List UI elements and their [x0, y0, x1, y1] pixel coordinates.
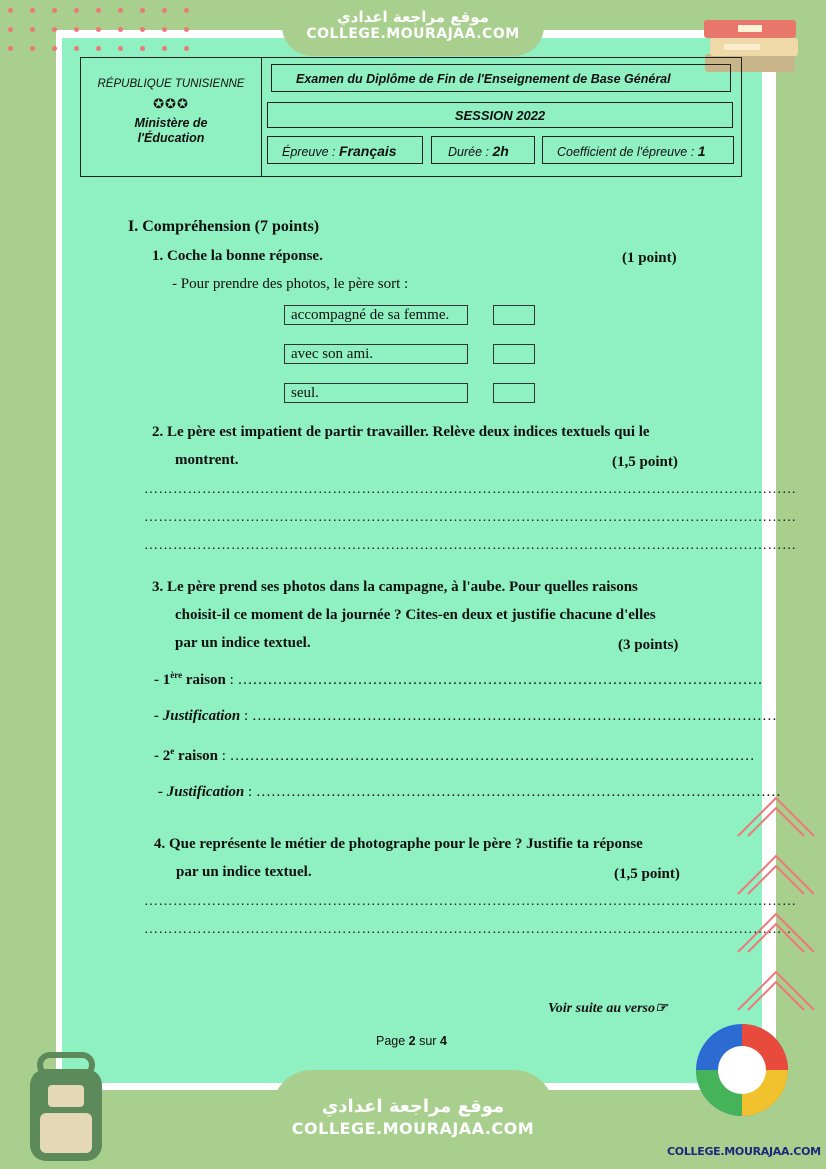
section-title: I. Compréhension (7 points) [128, 218, 320, 235]
duree-label: Durée : [448, 145, 489, 159]
q1-option-2: avec son ami. [284, 344, 468, 364]
q4-line2: par un indice textuel. [176, 864, 312, 880]
answer-line[interactable]: ……………………………………………………………………………………………………………………… [144, 510, 797, 525]
page-mid: sur [415, 1034, 440, 1048]
raison2-prefix: - 2 [154, 748, 171, 764]
q1-prompt: - Pour prendre des photos, le père sort : [172, 276, 409, 292]
answer-line[interactable]: : …………………………………………………………………………………………… [218, 748, 755, 764]
answer-line[interactable]: ……………………………………………………………………………………………………………………… [144, 894, 797, 909]
answer-line[interactable]: ……………………………………………………………………………………………………………………… [144, 922, 797, 937]
page-number [376, 1034, 447, 1048]
logo-url[interactable]: COLLEGE.MOURAJAA.COM [667, 1145, 821, 1158]
q3-line2: choisit-il ce moment de la journée ? Cites-en deux et justifie chacune d'elles [175, 607, 656, 623]
raison1-sup: ère [170, 670, 183, 680]
justification2-row[interactable] [158, 784, 781, 801]
page-current: 2 [408, 1034, 416, 1048]
watermark-banner-bottom [272, 1070, 554, 1169]
backpack-icon [18, 1055, 118, 1165]
republique-label: RÉPUBLIQUE TUNISIENNE [97, 78, 245, 90]
stars-emblem: ✪✪✪ [153, 96, 189, 111]
epreuve-label: Épreuve : [282, 145, 336, 159]
exam-header [80, 57, 742, 177]
site-logo [694, 1022, 790, 1118]
q1-option-1: accompagné de sa femme. [284, 305, 468, 325]
raison1-row[interactable] [154, 670, 763, 689]
q2-line1: 2. Le père est impatient de partir travailler. Relève deux indices textuels qui le [152, 424, 650, 440]
q4-line1: 4. Que représente le métier de photographe pour le père ? Justifie ta réponse [154, 836, 643, 852]
answer-line[interactable]: ……………………………………………………………………………………………………………………… [144, 538, 797, 553]
answer-line[interactable]: ……………………………………………………………………………………………………………………… [144, 482, 797, 497]
answer-line[interactable]: : …………………………………………………………………………………………… [240, 708, 777, 724]
coef-label: Coefficient de l'épreuve : [557, 145, 695, 159]
raison2-label: raison [174, 748, 219, 764]
watermark-arabic-bottom: موقع مراجعة اعدادي [321, 1096, 505, 1117]
watermark-banner-top [282, 0, 544, 56]
page-total: 4 [439, 1034, 447, 1048]
q4-points: (1,5 point) [614, 866, 680, 882]
q1-checkbox-1[interactable] [493, 305, 535, 325]
justification1-row[interactable] [154, 708, 777, 725]
exam-title: Examen du Diplôme de Fin de l'Enseignement de Base Général [271, 64, 731, 92]
watermark-url-bottom[interactable]: COLLEGE.MOURAJAA.COM [291, 1119, 535, 1138]
ministere-line2: l'Éducation [137, 131, 205, 145]
page-prefix: Page [376, 1034, 409, 1048]
chevron-up-icons [734, 790, 824, 1030]
q1-option-3: seul. [284, 383, 468, 403]
ministere-label [81, 116, 261, 146]
q1-checkbox-2[interactable] [493, 344, 535, 364]
q1-points: (1 point) [622, 250, 677, 266]
coef-field [542, 136, 734, 164]
watermark-arabic-top: موقع مراجعة اعدادي [337, 8, 489, 26]
epreuve-field [267, 136, 423, 164]
voir-suite-note: Voir suite au verso☞ [548, 1001, 668, 1016]
q2-line2: montrent. [175, 452, 239, 468]
justification2-label: - Justification [158, 784, 245, 800]
session-label: SESSION 2022 [267, 102, 733, 128]
answer-line[interactable]: : …………………………………………………………………………………………… [244, 784, 781, 800]
raison1-prefix: - 1 [154, 672, 171, 688]
q3-line3: par un indice textuel. [175, 635, 311, 651]
q3-points: (3 points) [618, 637, 679, 653]
justification1-label: - Justification [154, 708, 241, 724]
duree-value: 2h [492, 143, 509, 159]
raison2-sup: e [170, 746, 175, 756]
q1-checkbox-3[interactable] [493, 383, 535, 403]
epreuve-value: Français [339, 143, 397, 159]
raison1-label: raison [182, 672, 226, 688]
duree-field [431, 136, 535, 164]
q2-points: (1,5 point) [612, 454, 678, 470]
ministry-block [81, 58, 262, 176]
watermark-url-top[interactable]: COLLEGE.MOURAJAA.COM [306, 26, 520, 42]
q3-line1: 3. Le père prend ses photos dans la campagne, à l'aube. Pour quelles raisons [152, 579, 638, 595]
raison2-row[interactable] [154, 746, 755, 765]
coef-value: 1 [697, 143, 706, 159]
q1-label: 1. Coche la bonne réponse. [152, 248, 323, 264]
answer-line[interactable]: : …………………………………………………………………………………………… [225, 672, 763, 688]
ministere-line1: Ministère de [134, 116, 208, 130]
